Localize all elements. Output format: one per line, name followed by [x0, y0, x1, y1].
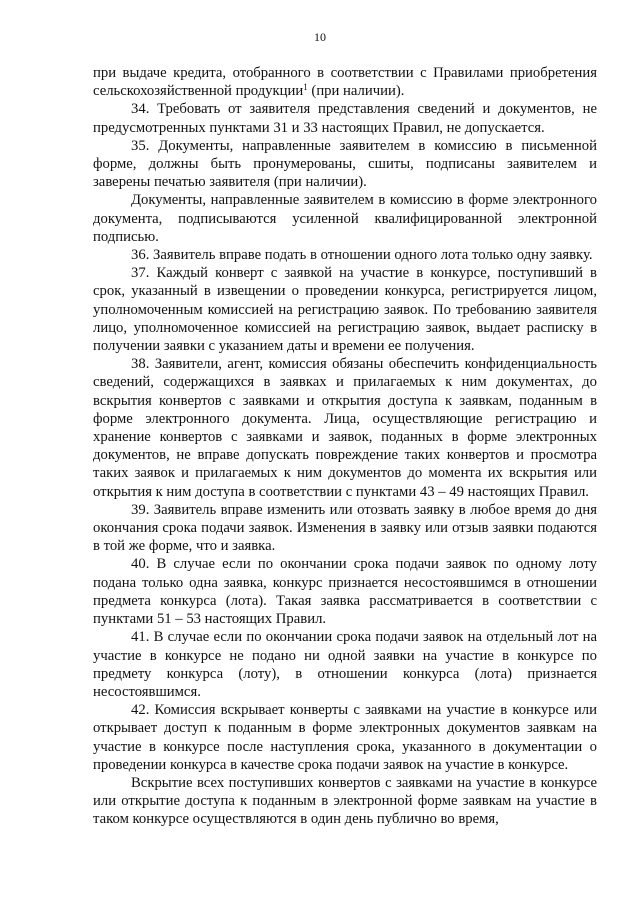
paragraph-36: 36. Заявитель вправе подать в отношении одного лота только одну заявку. — [131, 247, 593, 264]
paragraph-38: 38. Заявители, агент, комиссия обязаны обеспечить конфиденциальность сведений, содержащихся в заявках и прилагаемых к ним документах, до вскрытия конвертов с заявками и открытия доступа к заявкам, поданным в форме электронного документа. Лица, осуществляющие регистрацию и хранение конвертов с заявками и заявок, поданных в форме электронных документов, не вправе допускать повреждение таких конвертов и просмотра таких заявок и прилагаемых к ним документов до момента их вскрытия или открытия к ним доступа в соответствии с пунктами 43 – 49 настоящих Правил. — [93, 356, 597, 500]
footnote-marker: 1 — [303, 82, 308, 93]
paragraph-35: 35. Документы, направленные заявителем в комиссию в письменной форме, должны быть пронумерованы, сшиты, подписаны заявителем и заверены печатью заявителя (при наличии). — [93, 137, 597, 191]
paragraph-42: 42. Комиссия вскрывает конверты с заявками на участие в конкурсе или открывает доступ к поданным в форме электронных документов заявкам на участие в конкурсе после наступления срока, указанного в документации о проведении конкурса в качестве срока подачи заявок на участие в конкурсе. — [93, 702, 597, 773]
paragraph-continuation — [93, 64, 597, 100]
paragraph-37: 37. Каждый конверт с заявкой на участие в конкурсе, поступивший в срок, указанный в извещении о проведении конкурса, регистрируется лицом, уполномоченным комиссией на регистрацию заявок. По требованию заявителя лицо, уполномоченное комиссией на регистрацию заявок, выдает расписку в получении заявки с указанием даты и времени ее получения. — [93, 265, 597, 355]
page-number: 10 — [314, 30, 326, 44]
paragraph-39: 39. Заявитель вправе изменить или отозвать заявку в любое время до дня окончания срока подачи заявок. Изменения в заявку или отзыв заявки подаются в той же форме, что и заявка. — [93, 501, 597, 555]
document-body — [93, 64, 597, 829]
paragraph-text: при выдаче кредита, отобранного в соответствии с Правилами приобретения сельскохозяйственной продукции — [93, 65, 597, 100]
paragraph-text-tail: (при наличии). — [307, 83, 405, 100]
paragraph-34: 34. Требовать от заявителя представления сведений и документов, не предусмотренных пунктами 31 и 33 настоящих Правил, не допускается. — [93, 101, 597, 136]
paragraph-41: 41. В случае если по окончании срока подачи заявок на отдельный лот на участие в конкурсе не подано ни одной заявки на участие в конкурсе по предмету конкурса (лоту), в отношении конкурса (лота) признается несостоявшимся. — [93, 629, 597, 700]
paragraph-35-electronic: Документы, направленные заявителем в комиссию в форме электронного документа, подписываются усиленной квалифицированной электронной подписью. — [93, 192, 597, 245]
paragraph-40: 40. В случае если по окончании срока подачи заявок по одному лоту подана только одна заявка, конкурс признается несостоявшимся в отношении предмета конкурса (лота). Такая заявка рассматривается в соответствии с пунктами 51 – 53 настоящих Правил. — [93, 556, 597, 628]
paragraph-42-opening: Вскрытие всех поступивших конвертов с заявками на участие в конкурсе или открытие доступа к поданным в электронной форме заявкам на участие в таком конкурсе осуществляются в один день публично во время, — [93, 774, 597, 828]
